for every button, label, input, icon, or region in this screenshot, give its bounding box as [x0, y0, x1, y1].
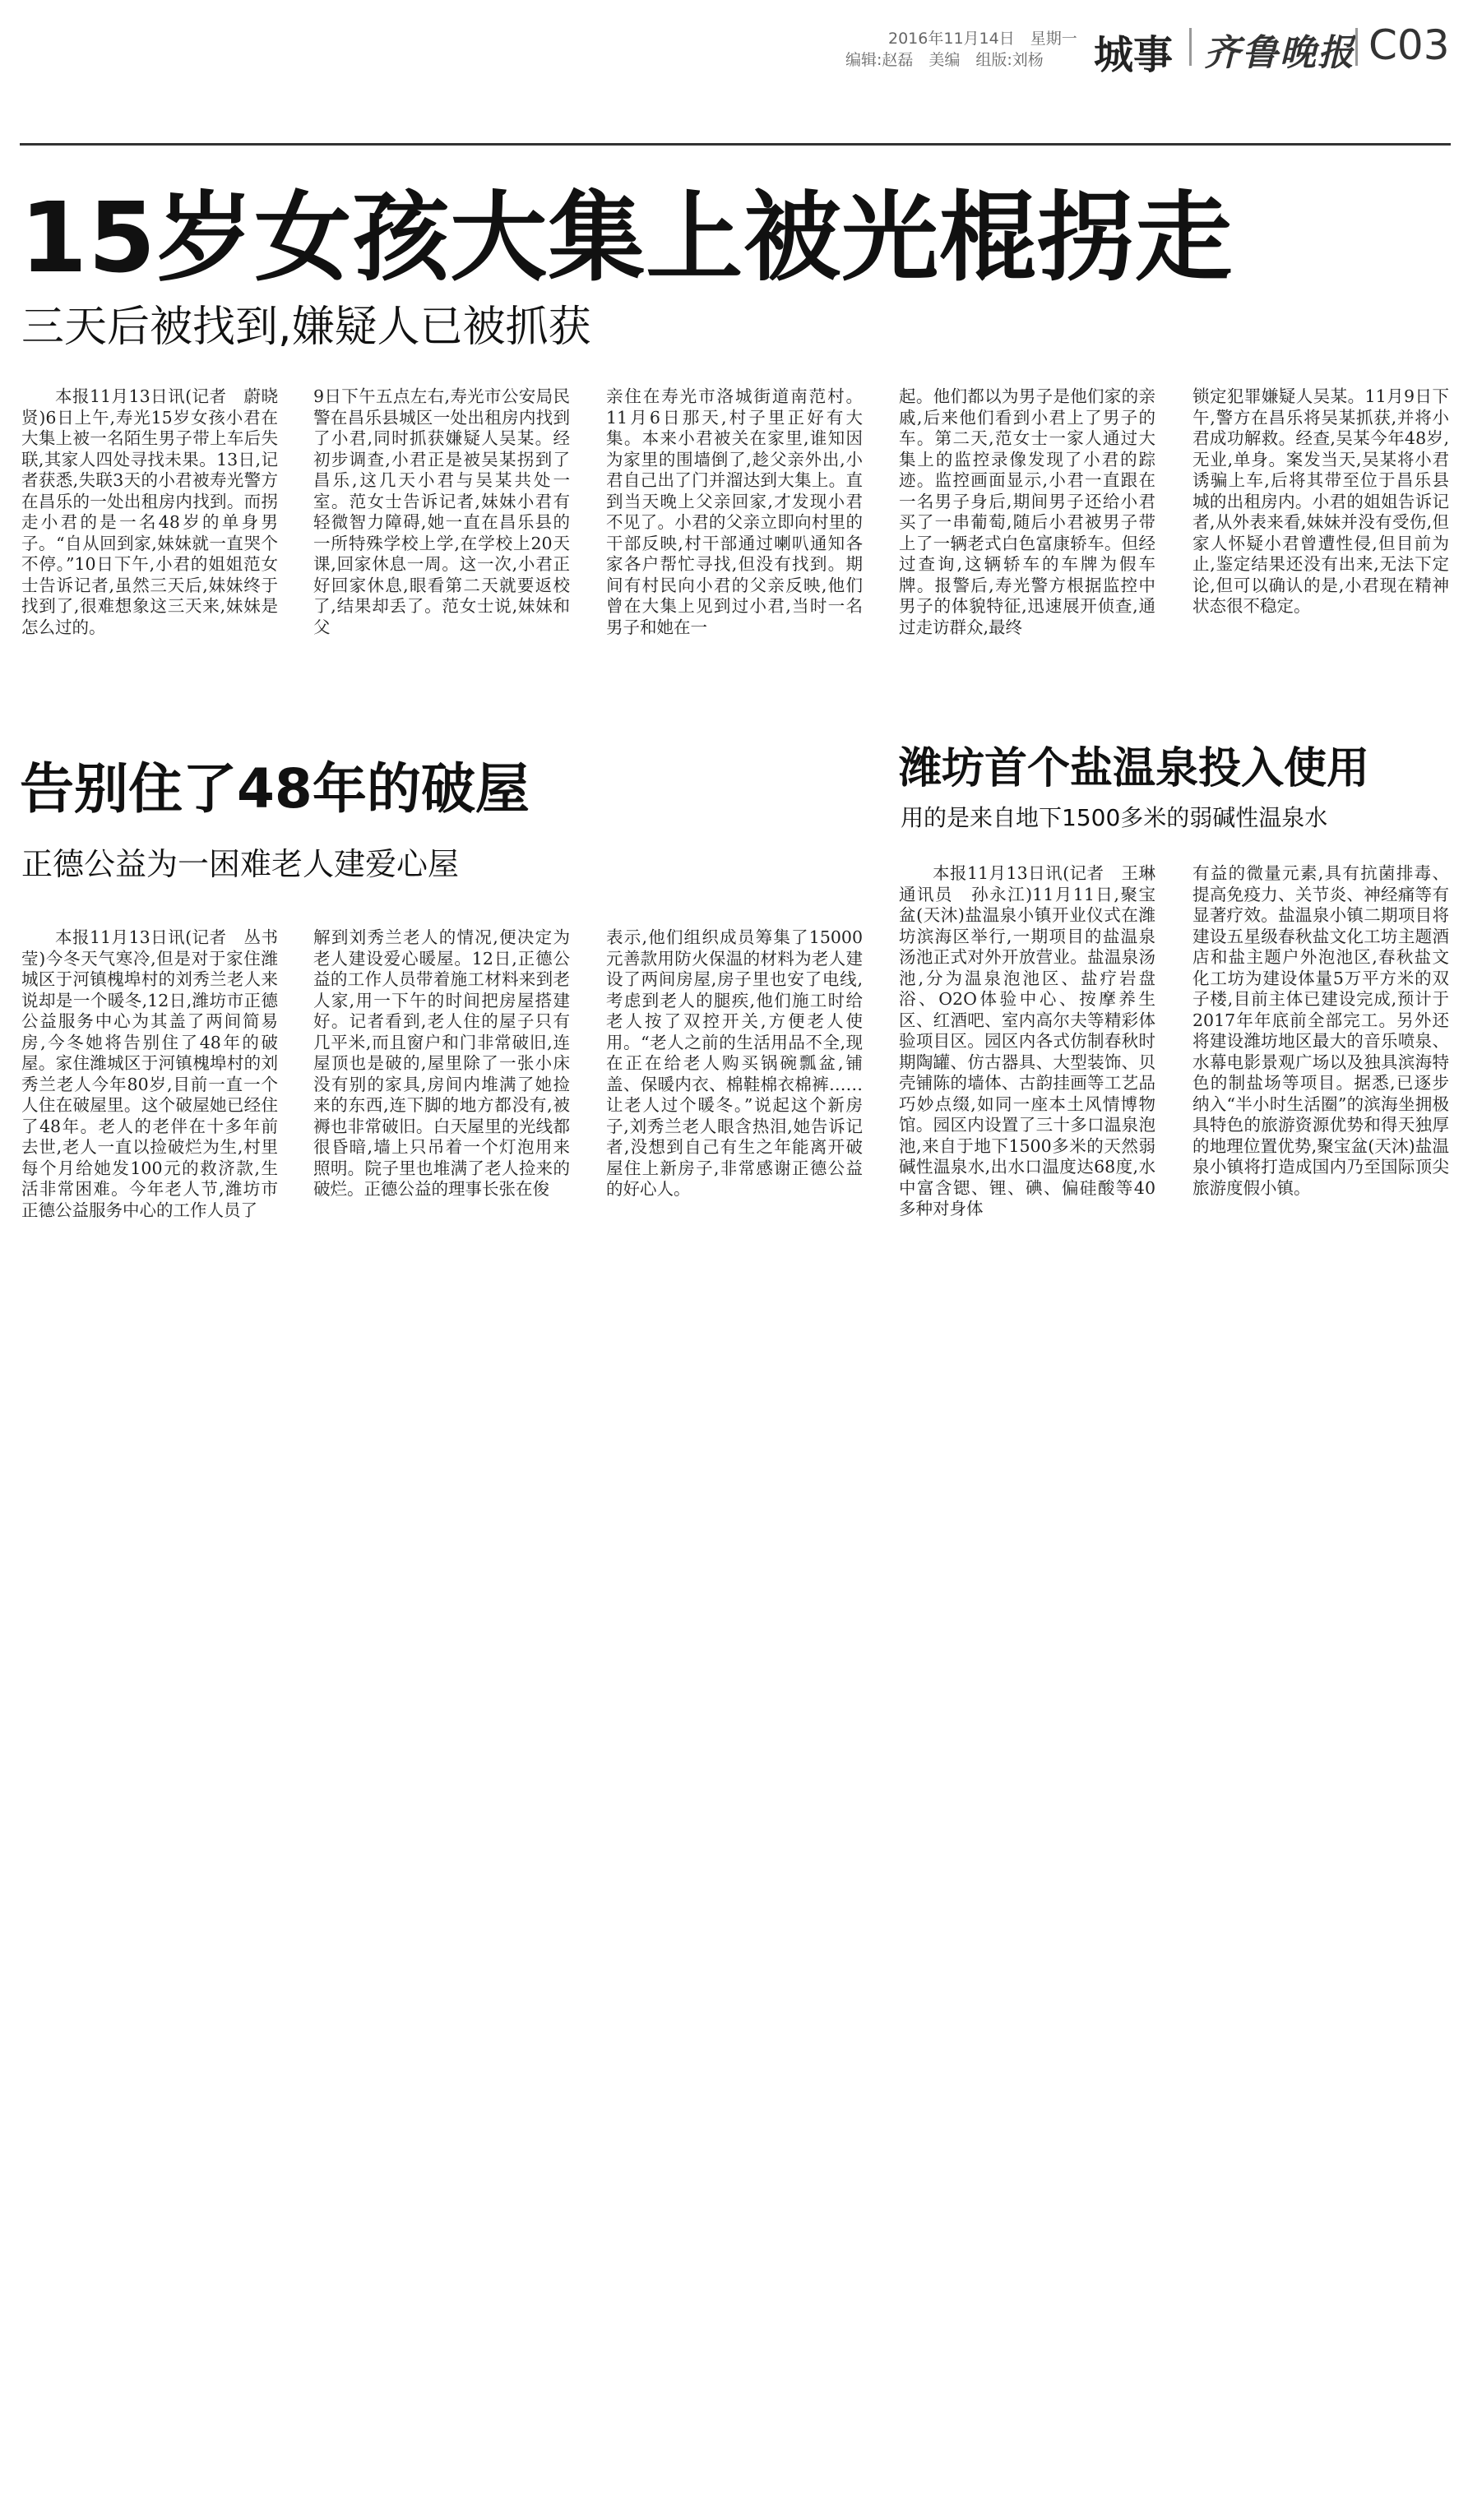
article1-headline: 15岁女孩大集上被光棍拐走 — [20, 181, 1234, 294]
article2-subheadline: 正德公益为一困难老人建爱心屋 — [21, 846, 460, 882]
article1-column-1: 本报11月13日讯(记者 蔚晓贤)6日上午,寿光15岁女孩小君在大集上被一名陌生男子带上车后失联,其家人四处寻找未果。13日,记者获悉,失联3天的小君被寿光警方在昌乐的一处出租房内找到。而拐走小君的是一名48岁的单身男子。“自从回到家,妹妹就一直哭个不停。”10日下午,小君的姐姐范女士告诉记者,虽然三天后,妹妹终于找到了,很难想象这三天来,妹妹是怎么过的。 — [21, 386, 278, 637]
article2-column-2: 解到刘秀兰老人的情况,便决定为老人建设爱心暖屋。12日,正德公益的工作人员带着施工材料来到老人家,用一下午的时间把房屋搭建好。记者看到,老人住的屋子只有几平米,而且窗户和门非常破旧,连屋顶也是破的,屋里除了一张小床没有别的家具,房间内堆满了她捡来的东西,连下脚的地方都没有,被褥也非常破旧。白天屋里的光线都很昏暗,墙上只吊着一个灯泡用来照明。院子里也堆满了老人捡来的破烂。正德公益的理事长张在俊 — [313, 927, 570, 1199]
header-divider — [1355, 28, 1358, 66]
header-rule — [20, 143, 1451, 146]
article2-column-3: 表示,他们组织成员筹集了15000元善款用防火保温的材料为老人建设了两间房屋,房子里也安了电线,考虑到老人的腿疾,他们施工时给老人按了双控开关,方便老人使用。“老人之前的生活用品不全,现在正在给老人购买锅碗瓢盆,铺盖、保暖内衣、棉鞋棉衣棉裤……让老人过个暖冬。”说起这个新房子,刘秀兰老人眼含热泪,她告诉记者,没想到自己有生之年能离开破屋住上新房子,非常感谢正德公益的好心人。 — [606, 927, 863, 1199]
article2-column-1: 本报11月13日讯(记者 丛书莹)今冬天气寒冷,但是对于家住潍城区于河镇槐埠村的刘秀兰老人来说却是一个暖冬,12日,潍坊市正德公益服务中心为其盖了两间简易房,今冬她将告别住了48年的破屋。家住潍城区于河镇槐埠村的刘秀兰老人今年80岁,目前一直一个人住在破屋里。这个破屋她已经住了48年。老人的老伴在十多年前去世,老人一直以捡破烂为生,村里每个月给她发100元的救济款,生活非常困难。今年老人节,潍坊市正德公益服务中心的工作人员了 — [21, 927, 278, 1220]
article1-column-4: 起。他们都以为男子是他们家的亲戚,后来他们看到小君上了男子的车。第二天,范女士一家人通过大集上的监控录像发现了小君的踪迹。监控画面显示,小君一直跟在一名男子身后,期间男子还给小君买了一串葡萄,随后小君被男子带上了一辆老式白色富康轿车。但经过查询,这辆轿车的车牌为假车牌。报警后,寿光警方根据监控中男子的体貌特征,迅速展开侦查,通过走访群众,最终 — [899, 386, 1155, 637]
article3-column-1: 本报11月13日讯(记者 王琳 通讯员 孙永江)11月11日,聚宝盆(天沐)盐温泉小镇开业仪式在潍坊滨海区举行,一期项目的盐温泉汤池正式对外开放营业。盐温泉汤池,分为温泉泡池区、盐疗岩盘浴、O2O体验中心、按摩养生区、红酒吧、室内高尔夫等精彩体验项目区。园区内各式仿制春秋时期陶罐、仿古器具、大型装饰、贝壳铺陈的墙体、古韵挂画等工艺品巧妙点缀,如同一座本土风情博物馆。园区内设置了三十多口温泉泡池,来自于地下1500多米的天然弱碱性温泉水,出水口温度达68度,水中富含锶、锂、碘、偏硅酸等40多种对身体 — [899, 863, 1173, 1218]
header-divider — [1189, 28, 1192, 66]
article1-column-3: 亲住在寿光市洛城街道南范村。11月6日那天,村子里正好有大集。本来小君被关在家里,谁知因为家里的围墙倒了,趁父亲外出,小君自己出了门并溜达到大集上。直到当天晚上父亲回家,才发现小君不见了。小君的父亲立即向村里的干部反映,村干部通过喇叭通知各家各户帮忙寻找,但没有找到。期间有村民向小君的父亲反映,他们曾在大集上见到过小君,当时一名男子和她在一 — [606, 386, 863, 637]
issue-date: 2016年11月14日 星期一 — [888, 30, 1077, 48]
article1-column-2: 9日下午五点左右,寿光市公安局民警在昌乐县城区一处出租房内找到了小君,同时抓获嫌疑人吴某。经初步调查,小君正是被吴某拐到了昌乐,这几天小君与吴某共处一室。范女士告诉记者,妹妹小君有轻微智力障碍,她一直在昌乐县的一所特殊学校上学,在学校上20天课,回家休息一周。这一次,小君正好回家休息,眼看第二天就要返校了,结果却丢了。范女士说,妹妹和父 — [313, 386, 570, 637]
section-name: 城事 — [1094, 32, 1174, 78]
editor-credits: 编辑:赵磊 美编 组版:刘杨 — [845, 51, 1044, 69]
page-number: C03 — [1368, 21, 1450, 69]
article3-column-2: 有益的微量元素,具有抗菌排毒、提高免疫力、关节炎、神经痛等有显著疗效。盐温泉小镇二期项目将建设五星级春秋盐文化工坊主题酒店和盐主题户外泡池区,春秋盐文化工坊为建设体量5万平方米的双子楼,目前主体已建设完成,预计于2017年年底前全部完工。另外还将建设潍坊地区最大的音乐喷泉、水幕电影景观广场以及独具滨海特色的制盐场等项目。据悉,已逐步纳入“半小时生活圈”的滨海坐拥极具特色的旅游资源优势和得天独厚的地理位置优势,聚宝盆(天沐)盐温泉小镇将打造成国内乃至国际顶尖旅游度假小镇。 — [1192, 863, 1449, 1198]
newspaper-logo: 齐鲁晚报 — [1204, 32, 1355, 74]
article3-subheadline: 用的是来自地下1500多米的弱碱性温泉水 — [901, 804, 1328, 831]
article3-headline: 潍坊首个盐温泉投入使用 — [899, 744, 1370, 793]
article2-headline: 告别住了48年的破屋 — [20, 757, 530, 821]
article1-subheadline: 三天后被找到,嫌疑人已被抓获 — [21, 303, 591, 352]
article1-column-5: 锁定犯罪嫌疑人吴某。11月9日下午,警方在昌乐将吴某抓获,并将小君成功解救。经查,吴某今年48岁,无业,单身。案发当天,吴某将小君诱骗上车,后将其带至位于昌乐县城的出租房内。小君的姐姐告诉记者,从外表来看,妹妹并没有受伤,但家人怀疑小君曾遭性侵,但目前为止,鉴定结果还没有出来,无法下定论,但可以确认的是,小君现在精神状态很不稳定。 — [1192, 386, 1449, 616]
